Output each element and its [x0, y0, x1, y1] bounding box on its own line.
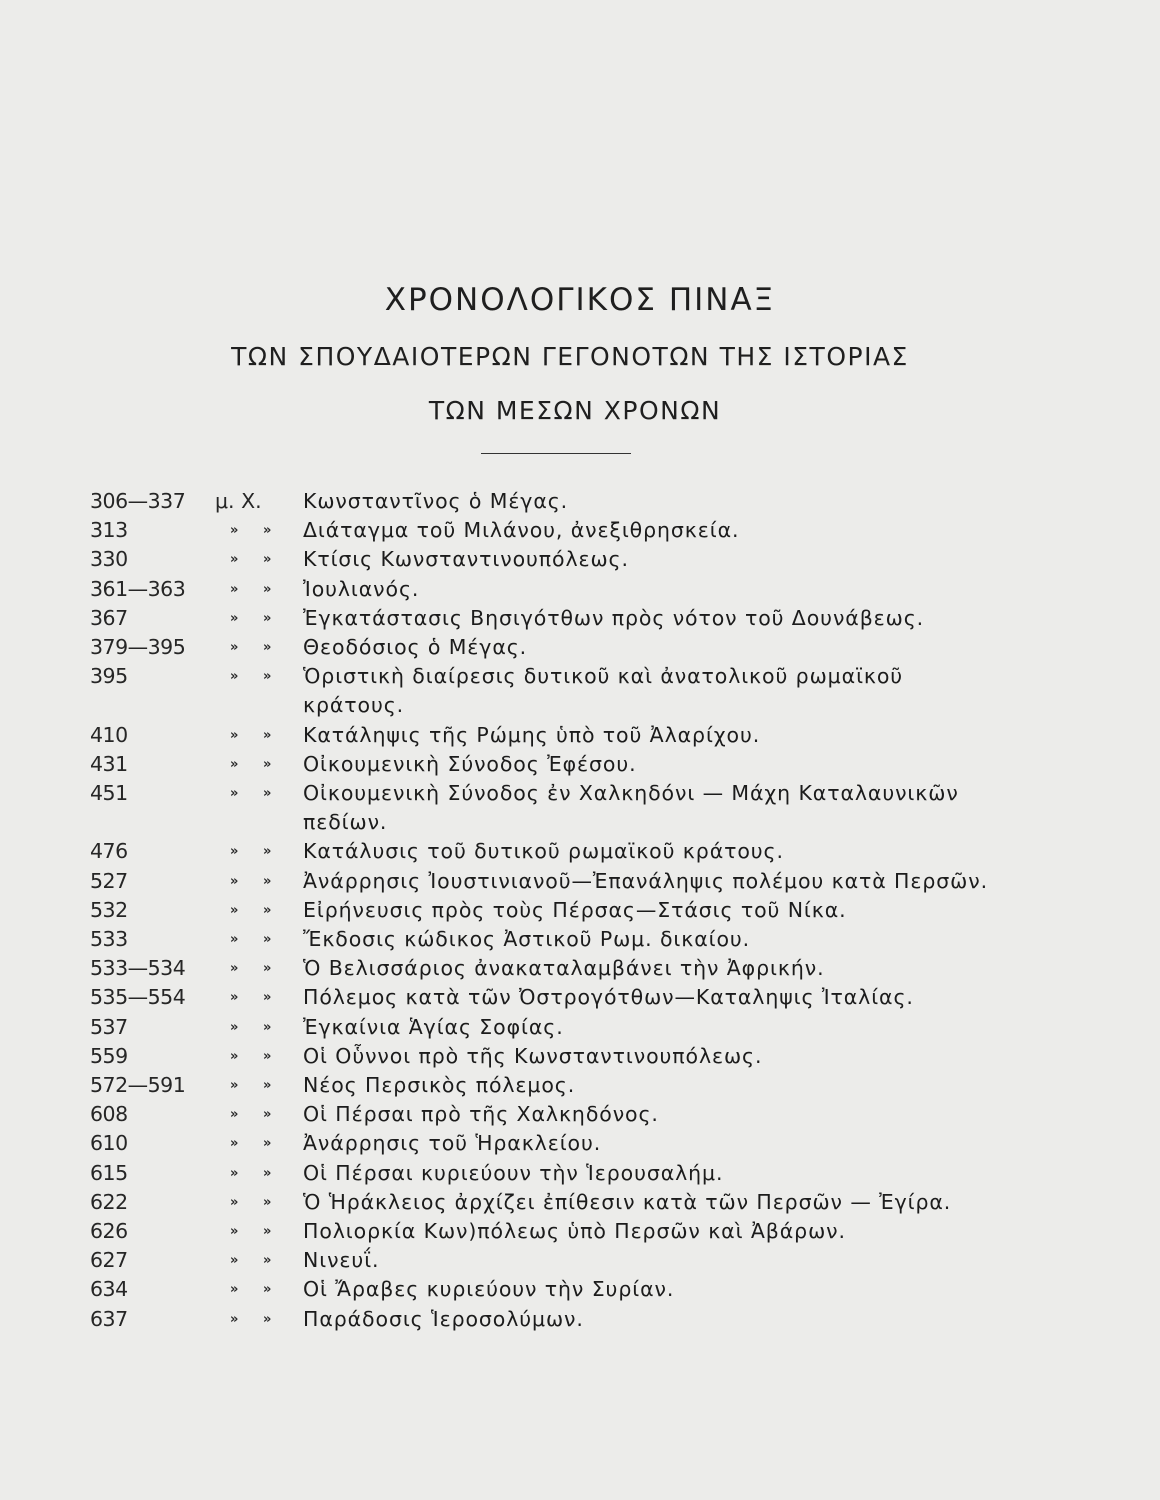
ditto-mark: » [230, 961, 239, 977]
entry-date: 527 [90, 868, 128, 893]
chronology-entry [0, 1129, 1160, 1158]
chronology-entry [0, 896, 1160, 925]
chronology-entry [0, 1275, 1160, 1304]
entry-date: 476 [90, 839, 128, 864]
ditto-mark: » [230, 1136, 239, 1152]
chronology-entry [0, 487, 1160, 516]
entry-event: Κωνσταντῖνος ὁ Μέγας. [303, 489, 569, 513]
ditto-mark: » [230, 932, 239, 948]
ditto-mark: » [230, 1165, 239, 1181]
ditto-mark: » [230, 523, 239, 539]
entry-date: 379—395 [90, 635, 186, 660]
ditto-mark: » [263, 902, 272, 918]
entry-date: 410 [90, 722, 128, 747]
ditto-mark: » [230, 786, 239, 802]
chronology-entry [0, 545, 1160, 574]
ditto-mark: » [230, 1282, 239, 1298]
ditto-mark: » [230, 1253, 239, 1269]
ditto-mark: » [230, 844, 239, 860]
ditto-mark: » [263, 1194, 272, 1210]
ditto-mark: » [263, 873, 272, 889]
entry-event: Νέος Περσικὸς πόλεμος. [303, 1073, 576, 1098]
ditto-mark: » [230, 1194, 239, 1210]
entry-date: 367 [90, 605, 128, 630]
entry-event: Ἐγκατάστασις Βησιγότθων πρὸς νότον τοῦ Δουνάβεως. [303, 605, 925, 630]
ditto-mark: » [263, 932, 272, 948]
entry-event: Ὁριστικὴ διαίρεσις δυτικοῦ καὶ ἀνατολικοῦ ρωμαϊκοῦ κράτους. [303, 664, 904, 718]
ditto-mark: » [263, 1253, 272, 1269]
ditto-mark: » [263, 844, 272, 860]
entry-event: Οἱ Πέρσαι κυριεύουν τὴν Ἱερουσαλήμ. [303, 1160, 724, 1185]
ditto-mark: » [230, 756, 239, 772]
chronology-entry [0, 721, 1160, 750]
entry-date: 533 [90, 927, 128, 952]
entry-event: Διάταγμα τοῦ Μιλάνου, ἀνεξιθρησκεία. [303, 518, 740, 543]
entry-date: 610 [90, 1131, 128, 1156]
chronology-entry [0, 867, 1160, 896]
chronology-entry [0, 633, 1160, 662]
entry-event: Οἱ Ἄραβες κυριεύουν τὴν Συρίαν. [303, 1277, 675, 1302]
chronology-entry [0, 1217, 1160, 1246]
entry-event: Οἰκουμενικὴ Σύνοδος Ἐφέσου. [303, 751, 637, 776]
entry-date: 313 [90, 518, 128, 543]
entry-event: Ἀνάρρησις τοῦ Ἡρακλείου. [303, 1131, 602, 1156]
ditto-mark: » [230, 1078, 239, 1094]
entry-date: 535—554 [90, 985, 186, 1010]
ditto-mark: » [230, 669, 239, 685]
ditto-mark: » [230, 1019, 239, 1035]
entry-date: 395 [90, 664, 128, 689]
entry-date: 330 [90, 547, 128, 572]
chronology-entry [0, 1305, 1160, 1334]
ditto-mark: » [230, 1048, 239, 1064]
chronology-entry [0, 1071, 1160, 1100]
ditto-mark: » [230, 1224, 239, 1240]
ditto-mark: » [263, 610, 272, 626]
entry-date: 451 [90, 781, 128, 806]
document-subtitle: ΤΩΝ ΣΠΟΥΔΑΙΟΤΕΡΩΝ ΓΕΓΟΝΟΤΩΝ ΤΗΣ ΙΣΤΟΡΙΑΣ [231, 342, 909, 371]
ditto-mark: » [263, 727, 272, 743]
entry-event: Πολιορκία Κων)πόλεως ὑπὸ Περσῶν καὶ Ἀβάρων. [303, 1219, 846, 1244]
entry-event: Ἔκδοσις κώδικος Ἀστικοῦ Ρωμ. δικαίου. [303, 927, 751, 952]
entry-event: Ὁ Ἡράκλειος ἀρχίζει ἐπίθεσιν κατὰ τῶν Περσῶν — Ἐγίρα. [303, 1189, 952, 1214]
entry-event: Κατάληψις τῆς Ρώμης ὑπὸ τοῦ Ἀλαρίχου. [303, 722, 761, 747]
entry-event: Οἱ Πέρσαι πρὸ τῆς Χαλκηδόνος. [303, 1102, 659, 1127]
ditto-mark: » [263, 1165, 272, 1181]
entry-event: Κτίσις Κωνσταντινουπόλεως. [303, 547, 629, 572]
ditto-mark: » [263, 552, 272, 568]
entry-date: 637 [90, 1306, 128, 1331]
ditto-mark: » [263, 1282, 272, 1298]
chronology-list [0, 487, 1160, 1334]
entry-date: 626 [90, 1219, 128, 1244]
entry-date: 634 [90, 1277, 128, 1302]
ditto-mark: » [263, 961, 272, 977]
entry-date: 532 [90, 897, 128, 922]
ditto-mark: » [263, 1311, 272, 1327]
chronology-entry [0, 1042, 1160, 1071]
chronology-entry [0, 575, 1160, 604]
ditto-mark: » [230, 727, 239, 743]
chronology-entry [0, 954, 1160, 983]
ditto-mark: » [230, 610, 239, 626]
entry-date: 627 [90, 1248, 128, 1273]
ditto-mark: » [230, 990, 239, 1006]
entry-event: Οἰκουμενικὴ Σύνοδος ἐν Χαλκηδόνι — Μάχη Καταλαυνικῶν πεδίων. [303, 781, 959, 835]
ditto-mark: » [263, 1107, 272, 1123]
ditto-mark: » [230, 552, 239, 568]
entry-event: Πόλεμος κατὰ τῶν Ὀστρογότθων—Καταληψις Ἰταλίας. [303, 985, 914, 1010]
entry-event: Κατάλυσις τοῦ δυτικοῦ ρωμαϊκοῦ κράτους. [303, 839, 784, 864]
ditto-mark: » [230, 902, 239, 918]
entry-date: 533—534 [90, 956, 186, 981]
entry-date: 622 [90, 1189, 128, 1214]
chronology-entry [0, 1246, 1160, 1275]
chronology-entry [0, 1159, 1160, 1188]
chronology-entry [0, 750, 1160, 779]
ditto-mark: » [263, 756, 272, 772]
entry-date: 608 [90, 1102, 128, 1127]
entry-date: 361—363 [90, 576, 186, 601]
ditto-mark: » [263, 1078, 272, 1094]
chronology-entry [0, 662, 1160, 720]
chronology-entry [0, 1100, 1160, 1129]
entry-date: 431 [90, 751, 128, 776]
ditto-mark: » [263, 669, 272, 685]
entry-event: Ὁ Βελισσάριος ἀνακαταλαμβάνει τὴν Ἀφρικήν. [303, 956, 825, 981]
ditto-mark: » [263, 1048, 272, 1064]
ditto-mark: » [230, 1107, 239, 1123]
chronology-entry [0, 1013, 1160, 1042]
ditto-mark: » [263, 640, 272, 656]
entry-date: 306—337 [90, 489, 186, 513]
chronology-entry [0, 516, 1160, 545]
entry-event: Ἐγκαίνια Ἁγίας Σοφίας. [303, 1014, 564, 1039]
ditto-mark: » [263, 1136, 272, 1152]
ditto-mark: » [263, 581, 272, 597]
ditto-mark: » [230, 581, 239, 597]
chronology-entry [0, 925, 1160, 954]
era-label: μ. Χ. [215, 489, 262, 513]
chronology-entry [0, 604, 1160, 633]
document-subtitle-line2: ΤΩΝ ΜΕΣΩΝ ΧΡΟΝΩΝ [428, 396, 722, 425]
entry-date: 615 [90, 1160, 128, 1185]
chronology-entry [0, 837, 1160, 866]
entry-event: Θεοδόσιος ὁ Μέγας. [303, 635, 528, 660]
ditto-mark: » [263, 990, 272, 1006]
entry-event: Παράδοσις Ἱεροσολύμων. [303, 1306, 584, 1331]
entry-event: Ἀνάρρησις Ἰουστινιανοῦ—Ἐπανάληψις πολέμου κατὰ Περσῶν. [303, 868, 988, 893]
entry-event: Εἰρήνευσις πρὸς τοὺς Πέρσας—Στάσις τοῦ Νίκα. [303, 897, 847, 922]
chronology-entry [0, 779, 1160, 837]
chronology-entry [0, 983, 1160, 1012]
chronology-entry [0, 1188, 1160, 1217]
ditto-mark: » [263, 1224, 272, 1240]
entry-event: Οἱ Οὗννοι πρὸ τῆς Κωνσταντινουπόλεως. [303, 1043, 763, 1068]
entry-event: Νινευΐ. [303, 1248, 380, 1273]
ditto-mark: » [230, 873, 239, 889]
ditto-mark: » [263, 523, 272, 539]
entry-event: Ἰουλιανός. [303, 576, 420, 601]
entry-date: 559 [90, 1043, 128, 1068]
entry-date: 537 [90, 1014, 128, 1039]
title-divider [481, 453, 631, 454]
ditto-mark: » [263, 786, 272, 802]
entry-date: 572—591 [90, 1073, 186, 1098]
ditto-mark: » [230, 1311, 239, 1327]
ditto-mark: » [230, 640, 239, 656]
ditto-mark: » [263, 1019, 272, 1035]
document-title: ΧΡΟΝΟΛΟΓΙΚΟΣ ΠΙΝΑΞ [384, 282, 776, 318]
